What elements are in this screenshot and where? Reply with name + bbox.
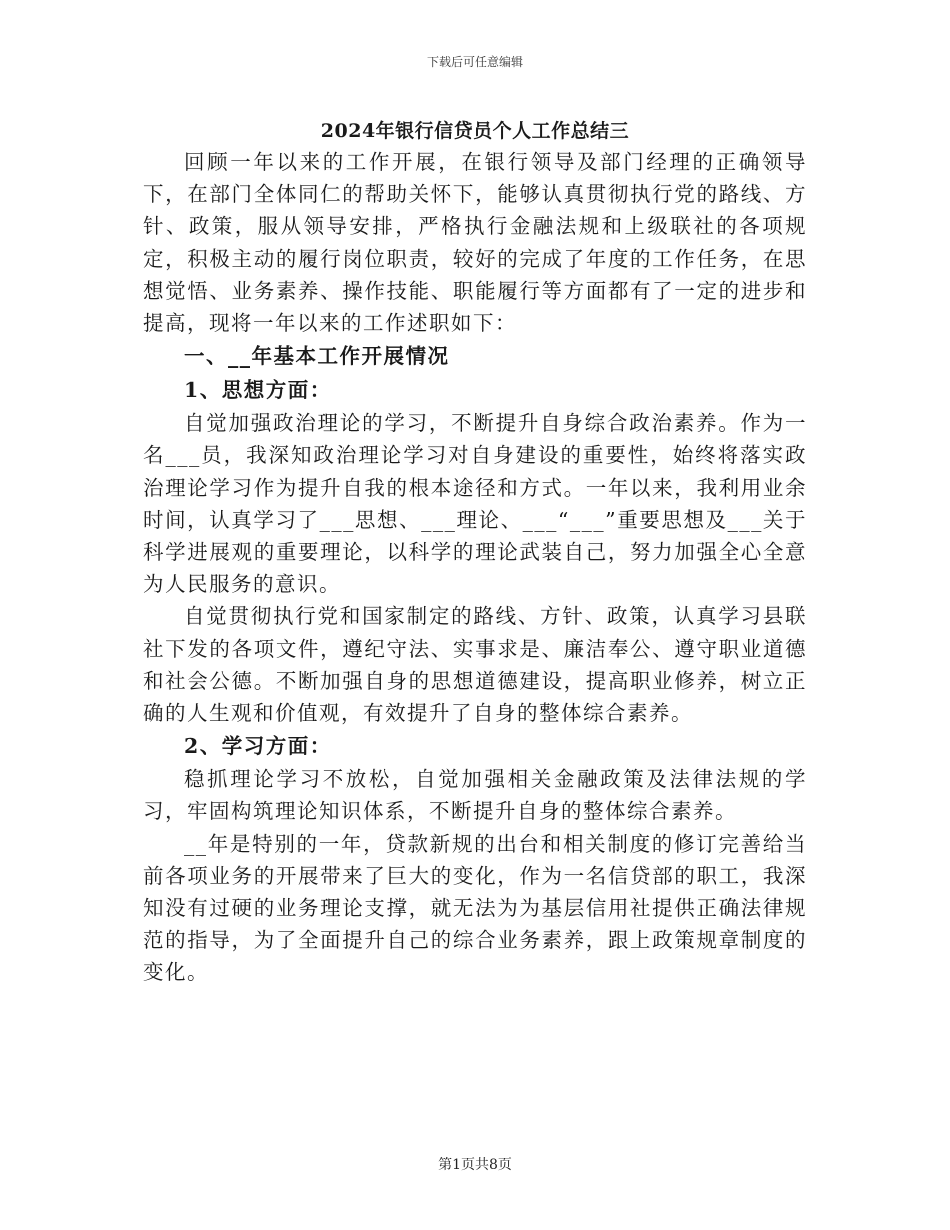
- document-title: 2024年银行信贷员个人工作总结三: [320, 120, 630, 142]
- paragraph: 自觉加强政治理论的学习，不断提升自身综合政治素养。作为一名___员，我深知政治理论学习对自身建设的重要性，始终将落实政治理论学习作为提升自我的根本途径和方式。一年以来，我利用业余时间，认真学习了___思想、___理论、___“___”重要思想及___关于科学进展观的重要理论，以科学的理论武装自己，努力加强全心全意为人民服务的意识。: [143, 411, 807, 597]
- paragraph: __年是特别的一年，贷款新规的出台和相关制度的修订完善给当前各项业务的开展带来了巨大的变化，作为一名信贷部的职工，我深知没有过硬的业务理论支撑，就无法为为基层信用社提供正确法律规范的指导，为了全面提升自己的综合业务素养，跟上政策规章制度的变化。: [143, 831, 807, 985]
- paragraph: 自觉贯彻执行党和国家制定的路线、方针、政策，认真学习县联社下发的各项文件，遵纪守法、实事求是、廉洁奉公、遵守职业道德和社会公德。不断加强自身的思想道德建设，提高职业修养，树立正确的人生观和价值观，有效提升了自身的整体综合素养。: [143, 604, 807, 726]
- intro-paragraph: 回顾一年以来的工作开展，在银行领导及部门经理的正确领导下，在部门全体同仁的帮助关怀下，能够认真贯彻执行党的路线、方针、政策，服从领导安排，严格执行金融法规和上级联社的各项规定，积极主动的履行岗位职责，较好的完成了年度的工作任务，在思想觉悟、业务素养、操作技能、职能履行等方面都有了一定的进步和提高，现将一年以来的工作述职如下：: [143, 150, 807, 336]
- page-number: 第1页共8页: [438, 1157, 512, 1173]
- document-body: [143, 146, 807, 989]
- subsection-heading-study: 2、学习方面：: [184, 734, 332, 759]
- section-heading: 一、__年基本工作开展情况: [184, 344, 450, 369]
- subsection-heading-thought: 1、思想方面：: [184, 378, 332, 403]
- paragraph: 稳抓理论学习不放松，自觉加强相关金融政策及法律法规的学习，牢固构筑理论知识体系，不断提升自身的整体综合素养。: [143, 767, 807, 824]
- header-note: 下载后可任意编辑: [426, 55, 523, 69]
